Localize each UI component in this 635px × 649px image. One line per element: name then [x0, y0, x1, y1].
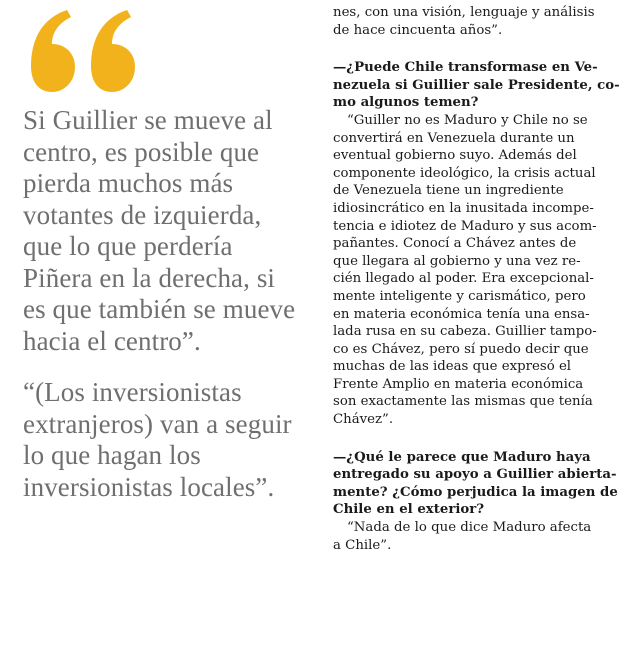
interview-answer-2: “Nada de lo que dice Maduro afecta a Chile”.	[333, 520, 592, 553]
pull-quote-1: Si Guillier se mueve al centro, es posible que pierda muchos más votantes de izquierda, que lo que perdería Piñera en la derecha, si es que también se mueve hacia el centro”.	[23, 105, 296, 356]
pull-quote-2: “(Los inversionistas extranjeros) van a seguir lo que hagan los inversionistas locales”.	[23, 377, 292, 502]
article-body	[333, 4, 625, 554]
continuation-paragraph: nes, con una visión, lenguaje y análisis de hace cincuenta años”.	[333, 5, 595, 38]
interview-answer-1: “Guiller no es Maduro y Chile no se convertirá en Venezuela durante un eventual gobierno suyo. Además del componente ideológico, la crisis actual de Venezuela tiene un ingrediente idiosincrático en la inusitada incompe- tencia e idiotez de Maduro y sus acom- pañantes. Conocí a Chávez antes de que llegara al gobierno y una vez re- cién llegado al poder. Era excepcional- mente inteligente y carismático, pero en materia económica tenía una ensa- lada rusa en su cabeza. Guillier tampo- co es Chávez, pero sí puedo decir que muchas de las ideas que expresó el Frente Amplio en materia económica son exactamente las mismas que tenía Chávez”.	[333, 112, 597, 428]
quotation-mark-icon	[25, 8, 145, 96]
interview-question-1: —¿Puede Chile transformase en Ve- nezuela si Guillier sale Presidente, co- mo algunos temen?	[333, 60, 620, 111]
interview-question-2: —¿Qué le parece que Maduro haya entregado su apoyo a Guillier abierta- mente? ¿Cómo perjudica la imagen de Chile en el exterior?	[333, 449, 618, 518]
pull-quote-column	[23, 8, 313, 503]
